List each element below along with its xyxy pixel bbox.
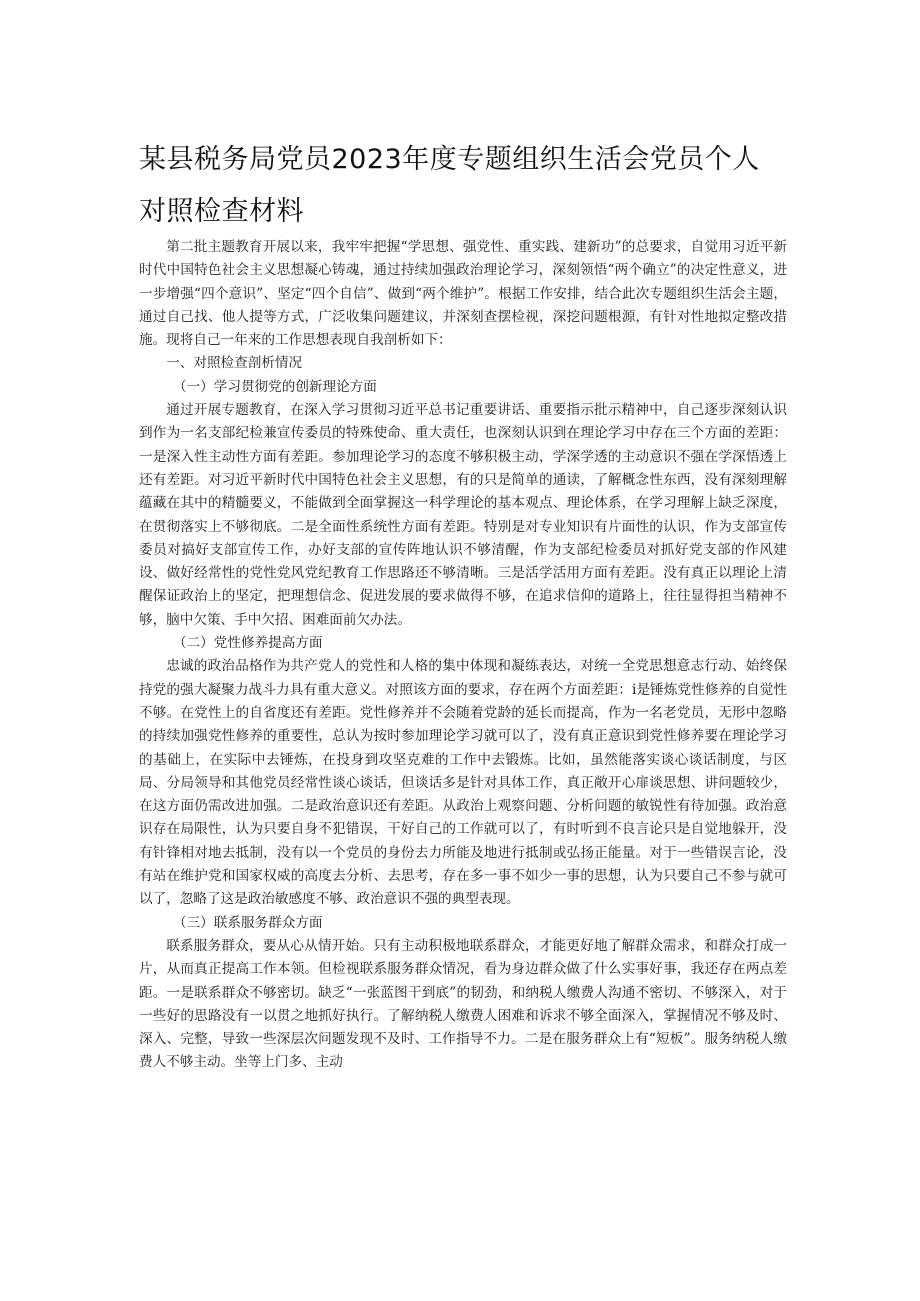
intro-paragraph: 第二批主题教育开展以来，我牢牢把握“学思想、强党性、重实践、建新功”的总要求，自觉用习近平新时代中国特色社会主义思想凝心铸魂，通过持续加强政治理论学习，深刻领悟“两个确立”的决定性意义，进一步增强“四个意识”、坚定“四个自信”、做到“两个维护”。根据工作安排，结合此次专题组织生活会主题，通过自己找、他人提等方式，广泛收集问题建议，并深刻查摆检视，深挖问题根源，有针对性地拟定整改措施。现将自己一年来的工作思想表现自我剖析如下： <box>139 239 787 349</box>
document-body <box>139 236 787 1075</box>
subsection-2-paragraph: 忠诚的政治品格作为共产党人的党性和人格的集中体现和凝练表达，对统一全党思想意志行动、始终保持党的强大凝聚力战斗力具有重大意义。对照该方面的要求，存在两个方面差距：i是锤炼党性修养的自觉性不够。在党性上的自省度还有差距。党性修养并不会随着党龄的延长而提高，作为一名老党员，无形中忽略的持续加强党性修养的重要性，总认为按时参加理论学习就可以了，没有真正意识到党性修养要在理论学习的基础上，在实际中去锤炼，在投身到攻坚克难的工作中去锻炼。比如，虽然能落实谈心谈话制度，与区局、分局领导和其他党员经常性谈心谈话，但谈话多是针对具体工作，真正敞开心扉谈思想、讲问题较少，在这方面仍需改进加强。二是政治意识还有差距。从政治上观察问题、分析问题的敏锐性有待加强。政治意识存在局限性，认为只要自身不犯错误，干好自己的工作就可以了，有时听到不良言论只是自觉地躲开，没有针锋相对地去抵制，没有以一个党员的身份去力所能及地进行抵制或弘扬正能量。对于一些错误言论，没有站在维护党和国家权威的高度去分析、去思考，存在多一事不如少一事的思想，认为只要自己不参与就可以了，忽略了这是政治敏感度不够、政治意识不强的典型表现。 <box>139 658 787 908</box>
subsection-1-paragraph: 通过开展专题教育，在深入学习贯彻习近平总书记重要讲话、重要指示批示精神中，自己逐步深刻认识到作为一名支部纪检兼宣传委员的特殊使命、重大责任，也深刻认识到在理论学习中存在三个方面的差距：一是深入性主动性方面有差距。参加理论学习的态度不够积极主动，学深学透的主动意识不强在学深悟透上还有差距。对习近平新时代中国特色社会主义思想，有的只是简单的通读，了解概念性东西，没有深刻理解蕴藏在其中的精髓要义，不能做到全面掌握这一科学理论的基本观点、理论体系，在学习理解上缺乏深度，在贯彻落实上不够彻底。二是全面性系统性方面有差距。特别是对专业知识有片面性的认识，作为支部宣传委员对搞好支部宣传工作，办好支部的宣传阵地认识不够清醒，作为支部纪检委员对抓好党支部的作风建设、做好经常性的党性党风党纪教育工作思路还不够清晰。三是活学活用方面有差距。没有真正以理论上清醒保证政治上的坚定，把理想信念、促进发展的要求做得不够，在追求信仰的道路上，往往显得担当精神不够，脑中欠策、手中欠招、困难面前欠办法。 <box>139 402 787 628</box>
subsection-3-heading: （三）联系服务群众方面 <box>173 914 323 931</box>
document-title <box>139 134 799 238</box>
subsection-1-heading: （一）学习贯彻党的创新理论方面 <box>173 378 377 395</box>
title-line-2: 对照检查材料 <box>139 196 304 227</box>
section-1-heading: 一、对照检查剖析情况 <box>166 355 303 372</box>
title-line-1: 某县税务局党员2023年度专题组织生活会党员个人 <box>139 144 760 175</box>
subsection-2-heading: （二）党性修养提高方面 <box>173 635 323 652</box>
subsection-3-paragraph: 联系服务群众，要从心从情开始。只有主动积极地联系群众，才能更好地了解群众需求，和群众打成一片，从而真正提高工作本领。但检视联系服务群众情况，看为身边群众做了什么实事好事，我还存在两点差距。一是联系群众不够密切。缺乏“一张蓝图干到底”的韧劲，和纳税人缴费人沟通不密切、不够深入，对于一些好的思路没有一以贯之地抓好执行。了解纳税人缴费人困难和诉求不够全面深入，掌握情况不够及时、深入、完整，导致一些深层次问题发现不及时、工作指导不力。二是在服务群众上有“短板”。服务纳税人缴费人不够主动。坐等上门多、主动 <box>139 937 787 1071</box>
